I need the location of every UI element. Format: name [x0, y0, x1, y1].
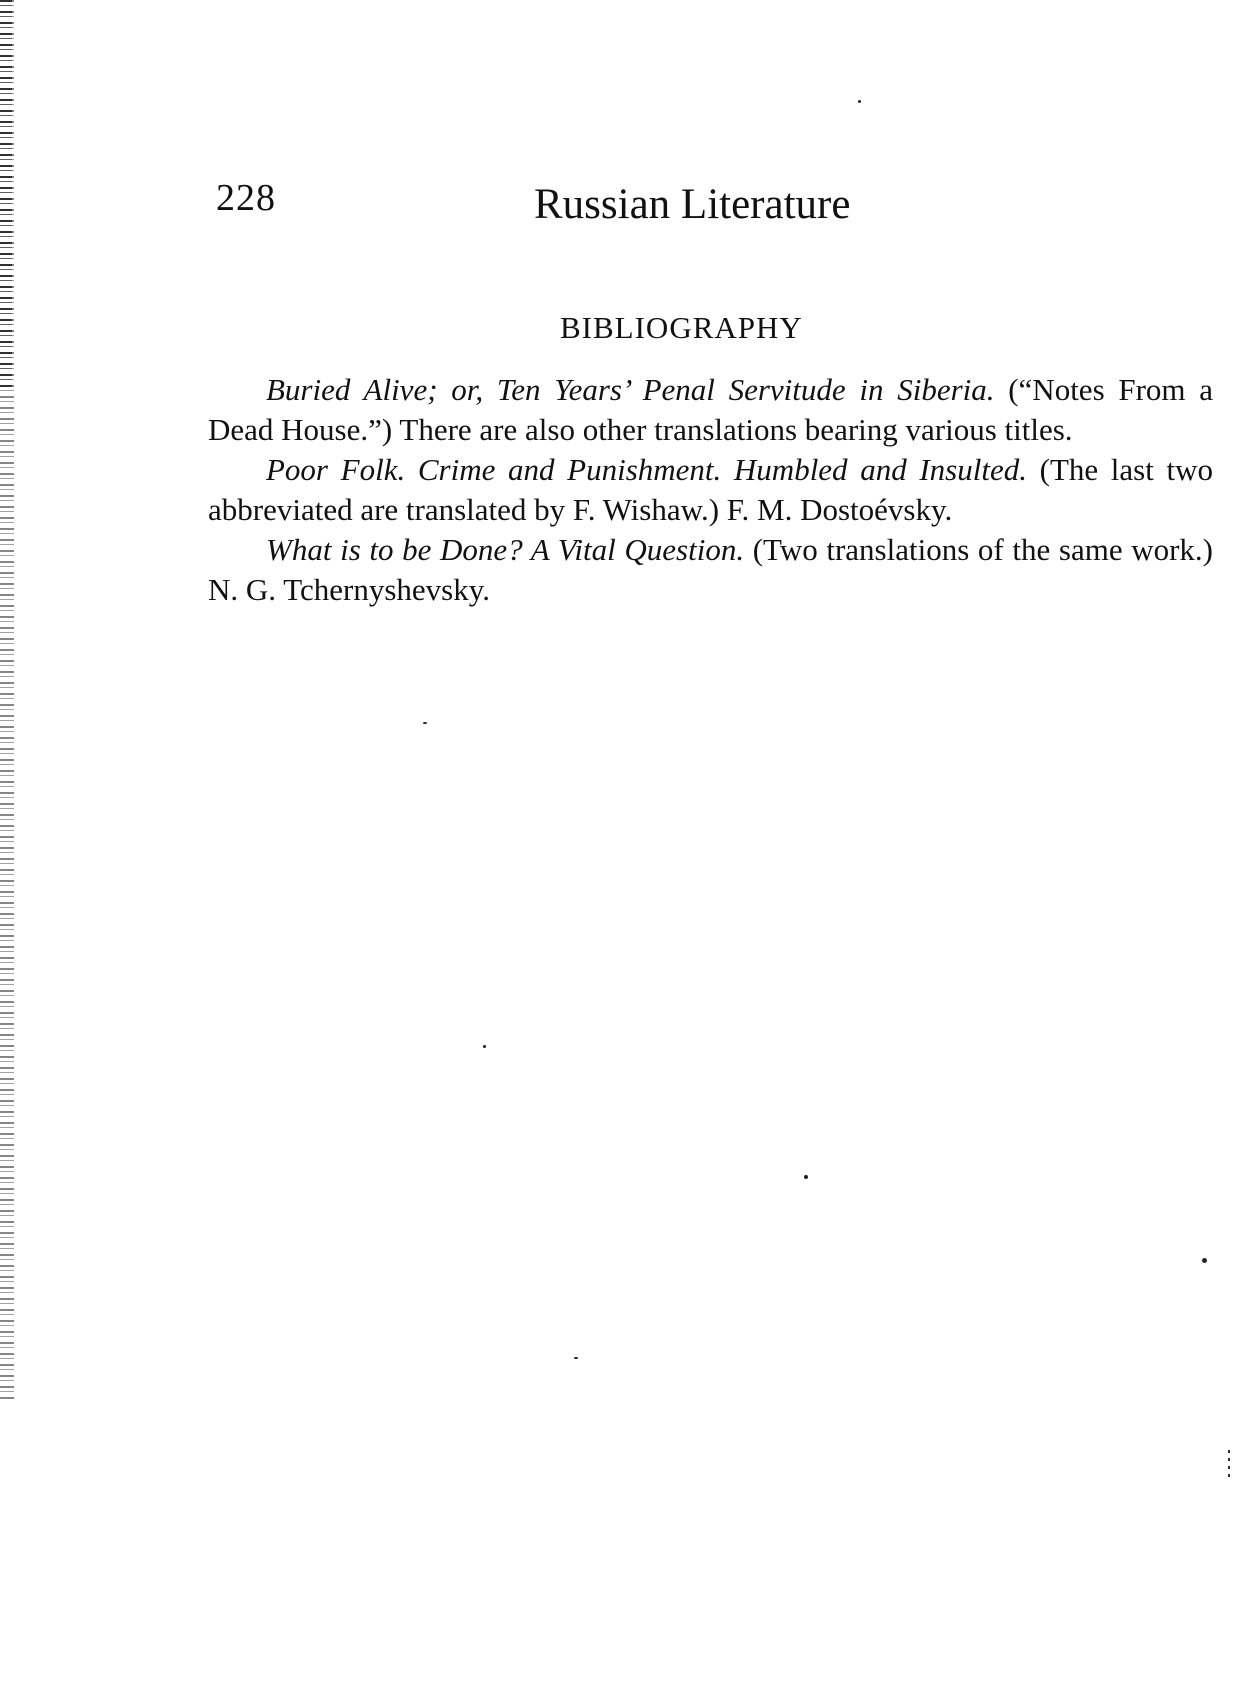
- running-title: Russian Literature: [534, 181, 851, 228]
- scan-speck: [1228, 1450, 1230, 1480]
- entry-title: Buried Alive; or, Ten Years’ Penal Servitude in Siberia.: [266, 372, 995, 407]
- scan-speck: [858, 100, 861, 103]
- entry-title: Poor Folk. Crime and Punishment. Humbled and Insulted.: [266, 452, 1027, 487]
- scan-speck: [423, 722, 427, 724]
- entry-text: (“Notes From a Dead House.”) There are also other translations bearing various titles.: [208, 372, 1213, 447]
- entry-text: (Two translations of the same work.) N. G. Tchernyshevsky.: [208, 532, 1214, 607]
- scan-speck: [804, 1175, 808, 1179]
- scan-speck: [1202, 1258, 1207, 1263]
- scan-edge-artifact-upper: [0, 0, 12, 390]
- scan-speck: [574, 1357, 578, 1359]
- entry-title: What is to be Done? A Vital Question.: [266, 532, 745, 567]
- bibliography-entry: [208, 370, 1213, 450]
- running-head: [216, 176, 916, 236]
- bibliography-entry: [208, 450, 1213, 530]
- page-number: 228: [216, 177, 276, 219]
- scan-speck: [483, 1045, 486, 1048]
- section-heading: BIBLIOGRAPHY: [560, 310, 803, 345]
- bibliography-entry: [208, 530, 1213, 610]
- bibliography-list: [208, 370, 1213, 610]
- entry-text: (The last two abbreviated are translated by F. Wishaw.) F. M. Dostoévsky.: [208, 452, 1213, 527]
